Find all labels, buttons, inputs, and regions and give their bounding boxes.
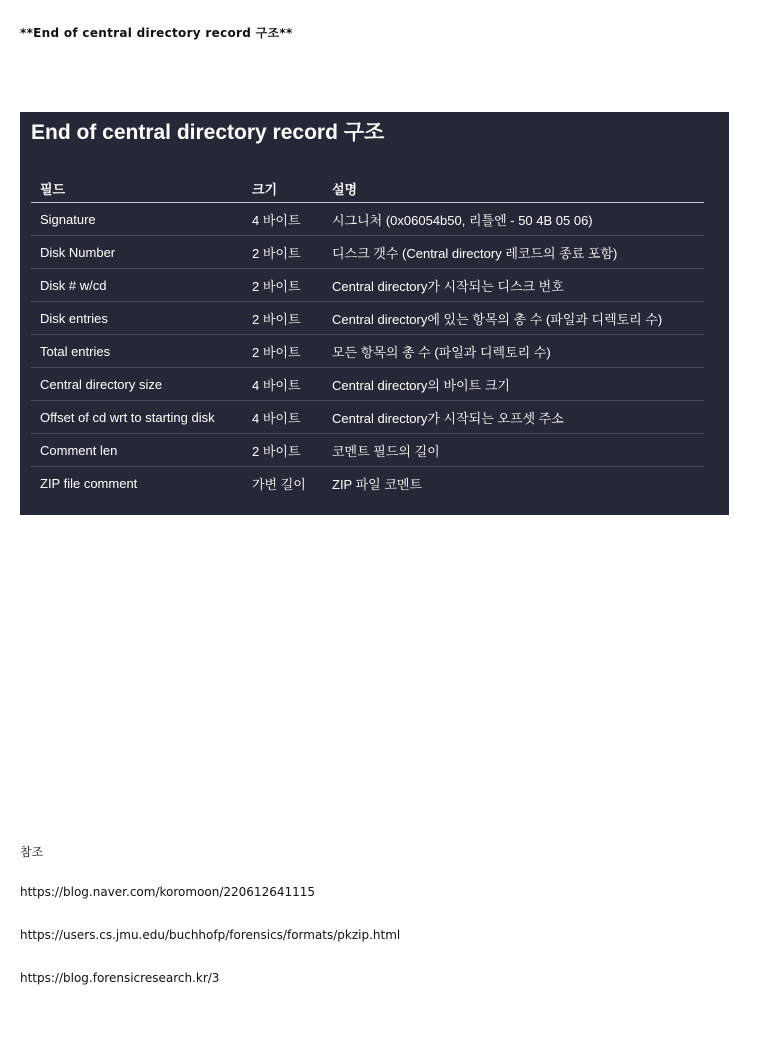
size-cell: 가변 길이 xyxy=(252,476,306,492)
table-row xyxy=(31,401,704,434)
eocd-structure-image xyxy=(20,112,729,515)
table-row xyxy=(31,467,704,500)
size-cell: 2 바이트 xyxy=(243,335,323,368)
eocd-table xyxy=(31,175,704,499)
field-cell: Total entries xyxy=(31,335,243,368)
description-cell: 시그니처 (0x06054b50, 리틀엔 - 50 4B 05 06) xyxy=(323,203,704,236)
description-cell: Central directory의 바이트 크기 xyxy=(323,368,704,401)
size-cell: 4 바이트 xyxy=(243,203,323,236)
field-cell: Comment len xyxy=(31,434,243,467)
column-header-size: 크기 xyxy=(243,175,323,203)
table-row xyxy=(31,368,704,401)
column-header-description: 설명 xyxy=(323,175,704,203)
size-cell: 2 바이트 xyxy=(243,269,323,302)
reference-link-jmu[interactable]: https://users.cs.jmu.edu/buchhofp/forensics/formats/pkzip.html xyxy=(20,928,401,942)
size-cell: 4 바이트 xyxy=(243,401,323,434)
table-row xyxy=(31,302,704,335)
reference-link-naver[interactable]: https://blog.naver.com/koromoon/220612641115 xyxy=(20,885,316,899)
references-label: 참조 xyxy=(20,845,44,859)
reference-link-forensicresearch[interactable]: https://blog.forensicresearch.kr/3 xyxy=(20,971,220,985)
description-cell: Central directory가 시작되는 오프셋 주소 xyxy=(323,401,704,434)
size-cell: 2 바이트 xyxy=(243,302,323,335)
section-heading: **End of central directory record 구조** xyxy=(20,26,293,40)
description-cell: Central directory에 있는 항목의 총 수 (파일과 디렉토리 수) xyxy=(323,302,704,335)
description-cell: 코멘트 필드의 길이 xyxy=(323,434,704,467)
size-cell: 2 바이트 xyxy=(243,434,323,467)
description-cell: ZIP 파일 코멘트 xyxy=(332,476,423,492)
table-row xyxy=(31,236,704,269)
table-header-row xyxy=(31,175,704,203)
column-header-field: 필드 xyxy=(31,175,243,203)
description-cell: 디스크 갯수 (Central directory 레코드의 종료 포함) xyxy=(323,236,704,269)
table-row xyxy=(31,434,704,467)
panel-title: End of central directory record 구조 xyxy=(31,121,385,144)
field-cell: Disk entries xyxy=(31,302,243,335)
description-cell: 모든 항목의 총 수 (파일과 디렉토리 수) xyxy=(323,335,704,368)
field-cell: Central directory size xyxy=(31,368,243,401)
table-row xyxy=(31,203,704,236)
field-cell: Disk # w/cd xyxy=(31,269,243,302)
field-cell: Offset of cd wrt to starting disk xyxy=(31,401,243,434)
description-cell: Central directory가 시작되는 디스크 번호 xyxy=(323,269,704,302)
size-cell: 4 바이트 xyxy=(243,368,323,401)
field-cell: Signature xyxy=(31,203,243,236)
table-row xyxy=(31,335,704,368)
table-row xyxy=(31,269,704,302)
field-cell: ZIP file comment xyxy=(40,475,138,491)
field-cell: Disk Number xyxy=(31,236,243,269)
size-cell: 2 바이트 xyxy=(243,236,323,269)
